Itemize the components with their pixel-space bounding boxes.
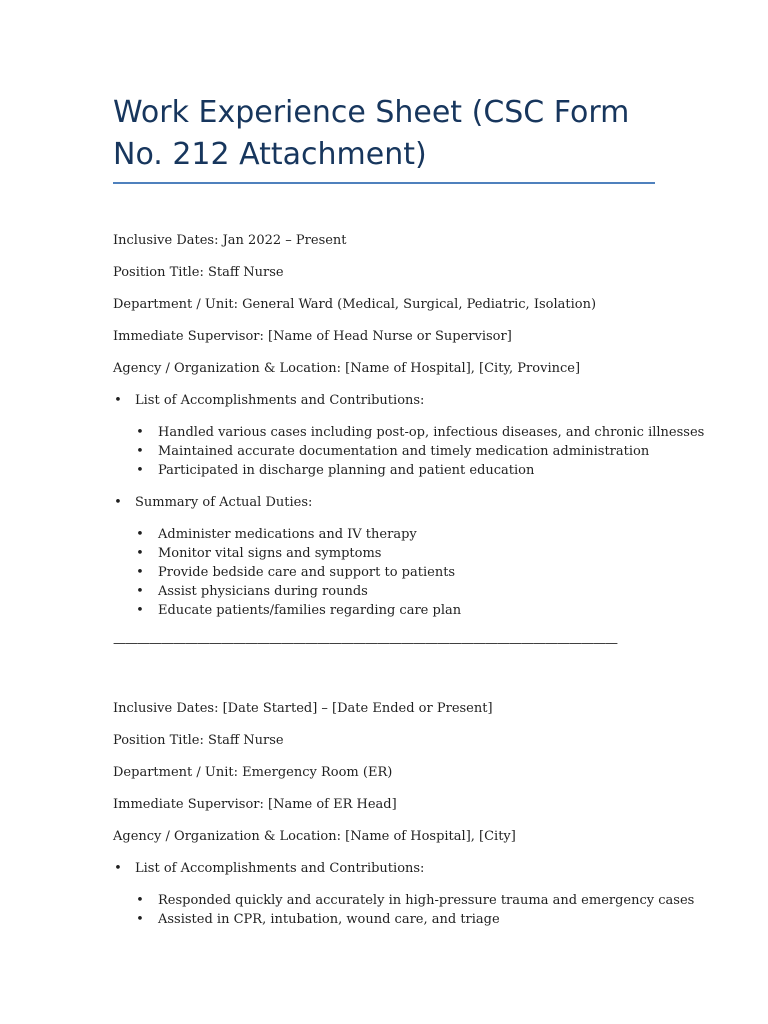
list-item	[113, 546, 673, 565]
accomplishments-heading	[113, 393, 673, 409]
work-entry-2	[113, 701, 695, 931]
position-title: Position Title: Staff Nurse	[113, 265, 284, 280]
document-title: Work Experience Sheet (CSC Form No. 212 Attachment)	[113, 95, 630, 172]
bullet-icon: •	[114, 495, 122, 510]
duties-heading-text: Summary of Actual Duties:	[135, 495, 313, 510]
list-item-text: Provide bedside care and support to patients	[158, 565, 456, 580]
immediate-supervisor: Immediate Supervisor: [Name of Head Nurse or Supervisor]	[113, 329, 512, 344]
bullet-icon: •	[136, 912, 144, 927]
bullet-icon: •	[136, 444, 144, 459]
position-title: Position Title: Staff Nurse	[113, 733, 284, 748]
entry-separator-block	[113, 636, 673, 652]
bullet-icon: •	[114, 861, 122, 876]
bullet-icon: •	[136, 893, 144, 908]
list-item-text: Assist physicians during rounds	[158, 584, 368, 599]
list-item	[113, 584, 673, 603]
list-item	[113, 527, 673, 546]
title-block	[113, 92, 655, 184]
list-item	[113, 463, 673, 482]
list-item-text: Educate patients/families regarding care plan	[158, 603, 462, 618]
list-item	[113, 893, 695, 912]
list-item	[113, 603, 673, 622]
bullet-icon: •	[136, 565, 144, 580]
list-item-text: Maintained accurate documentation and timely medication administration	[158, 444, 650, 459]
entry-separator: ——————————————————————————————————————————	[113, 636, 617, 651]
accomplishments-heading-text: List of Accomplishments and Contributions:	[135, 861, 425, 876]
list-item-text: Participated in discharge planning and patient education	[158, 463, 535, 478]
inclusive-dates: Inclusive Dates: Jan 2022 – Present	[113, 233, 347, 248]
list-item-text: Administer medications and IV therapy	[158, 527, 417, 542]
bullet-icon: •	[136, 425, 144, 440]
list-item	[113, 444, 673, 463]
department-unit: Department / Unit: General Ward (Medical, Surgical, Pediatric, Isolation)	[113, 297, 597, 312]
list-item	[113, 565, 673, 584]
list-item-text: Responded quickly and accurately in high-pressure trauma and emergency cases	[158, 893, 695, 908]
agency-location: Agency / Organization & Location: [Name of Hospital], [City, Province]	[113, 361, 581, 376]
accomplishments-heading	[113, 861, 673, 877]
title-underline	[113, 182, 655, 184]
immediate-supervisor: Immediate Supervisor: [Name of ER Head]	[113, 797, 397, 812]
duties-heading	[113, 495, 673, 511]
inclusive-dates: Inclusive Dates: [Date Started] – [Date Ended or Present]	[113, 701, 493, 716]
list-item	[113, 912, 673, 931]
list-item	[113, 425, 705, 444]
accomplishments-heading-text: List of Accomplishments and Contributions:	[135, 393, 425, 408]
bullet-icon: •	[136, 584, 144, 599]
bullet-icon: •	[136, 603, 144, 618]
bullet-icon: •	[114, 393, 122, 408]
agency-location: Agency / Organization & Location: [Name of Hospital], [City]	[113, 829, 516, 844]
department-unit: Department / Unit: Emergency Room (ER)	[113, 765, 393, 780]
bullet-icon: •	[136, 546, 144, 561]
work-entry-1	[113, 233, 705, 622]
list-item-text: Handled various cases including post-op, infectious diseases, and chronic illnesses	[158, 425, 705, 440]
bullet-icon: •	[136, 463, 144, 478]
bullet-icon: •	[136, 527, 144, 542]
list-item-text: Assisted in CPR, intubation, wound care, and triage	[158, 912, 500, 927]
list-item-text: Monitor vital signs and symptoms	[158, 546, 382, 561]
